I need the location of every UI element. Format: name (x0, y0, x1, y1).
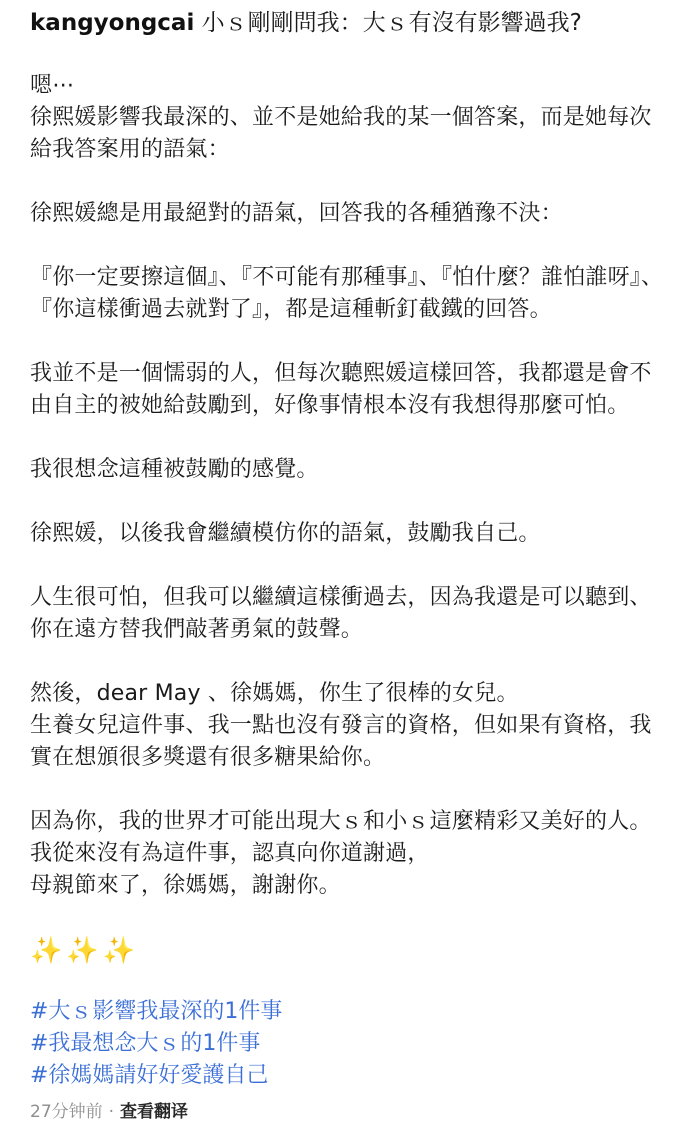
post-caption (30, 6, 666, 1092)
caption-paragraph-3: 徐熙媛總是用最絕對的語氣，回答我的各種猶豫不決： (30, 201, 563, 226)
caption-intro-text: 小ｓ剛剛問我：大ｓ有沒有影響過我? (201, 10, 582, 36)
caption-paragraph-1: 嗯⋯ (30, 73, 75, 98)
caption-first-line (30, 6, 666, 40)
post-timestamp: 27分钟前 (30, 1102, 103, 1122)
caption-paragraph-10: 生養女兒這件事、我一點也沒有發言的資格，但如果有資格，我實在想頒很多獎還有很多糖果給你。 (30, 713, 652, 770)
hashtag-link-1[interactable]: #大ｓ影響我最深的1件事 (30, 999, 283, 1024)
caption-paragraph-6: 我很想念這種被鼓勵的感覺。 (30, 457, 319, 482)
post-meta-row (30, 1100, 188, 1124)
caption-paragraph-9: 然後，dear May 、徐媽媽，你生了很棒的女兒。 (30, 681, 519, 706)
see-translation-button[interactable]: 查看翻译 (120, 1102, 189, 1122)
hashtag-link-2[interactable]: #我最想念大ｓ的1件事 (30, 1031, 261, 1056)
caption-paragraph-12: 母親節來了，徐媽媽，謝謝你。 (30, 873, 341, 898)
caption-paragraph-2: 徐熙媛影響我最深的、並不是她給我的某一個答案，而是她每次給我答案用的語氣： (30, 105, 652, 162)
caption-paragraph-8: 人生很可怕，但我可以繼續這樣衝過去，因為我還是可以聽到、你在遠方替我們敲著勇氣的鼓聲。 (30, 585, 652, 642)
username-link[interactable]: kangyongcai (30, 10, 195, 36)
caption-paragraph-5: 我並不是一個懦弱的人，但每次聽熙媛這樣回答，我都還是會不由自主的被她給鼓勵到，好像事情根本沒有我想得那麼可怕。 (30, 361, 652, 418)
caption-paragraph-7: 徐熙媛，以後我會繼續模仿你的語氣，鼓勵我自己。 (30, 521, 541, 546)
sparkles-emoji-icon: ✨✨✨ (30, 936, 140, 966)
caption-paragraph-4: 『你一定要擦這個』、『不可能有那種事』、『怕什麼？誰怕誰呀』、『你這樣衝過去就對了』，都是這種斬釘截鐵的回答。 (30, 265, 664, 322)
hashtag-link-3[interactable]: #徐媽媽請好好愛護自己 (30, 1063, 269, 1088)
meta-separator: · (108, 1102, 115, 1122)
caption-paragraph-11: 因為你，我的世界才可能出現大ｓ和小ｓ這麼精彩又美好的人。我從來沒有為這件事，認真向你道謝過， (30, 809, 652, 866)
